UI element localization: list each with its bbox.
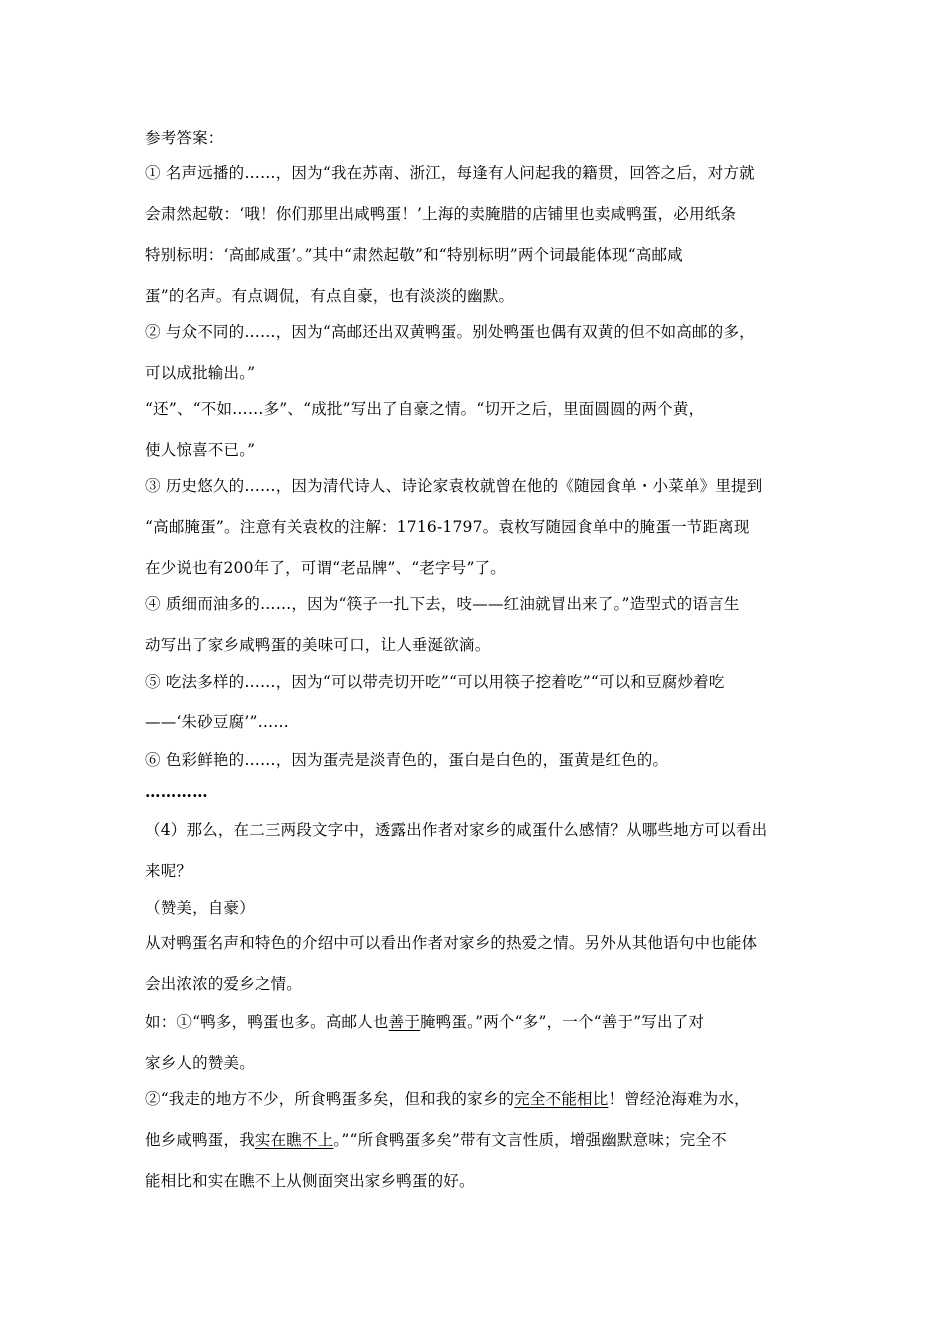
example-2-line-1 (145, 1089, 750, 1109)
answer-3-line-2: “高邮腌蛋”。注意有关袁枚的注解：1716-1797。袁枚写随园食单中的腌蛋一节距离现 (145, 518, 750, 536)
answer-5-line-1: ⑤ 吃法多样的……，因为“可以带壳切开吃”“可以用筷子挖着吃”“可以和豆腐炒着吃 (145, 673, 725, 691)
answer-1-line-1: ① 名声远播的……，因为“我在苏南、浙江，每逢有人问起我的籍贯，回答之后，对方就 (145, 164, 755, 182)
answer-6-line-1: ⑥ 色彩鲜艳的……，因为蛋壳是淡青色的，蛋白是白色的，蛋黄是红色的。 (145, 751, 669, 769)
short-answer: （赞美，自豪） (145, 899, 255, 917)
answer-2-line-3: “还”、“不如……多”、“成批”写出了自豪之情。“切开之后，里面圆圆的两个黄， (145, 400, 705, 418)
example-2-text-mid: ！曾经沧海难为水， (608, 1090, 750, 1108)
example-2-underline-1: 完全不能相比 (514, 1090, 609, 1108)
example-1-text-pre: 如：①“鸭多，鸭蛋也多。高邮人也 (145, 1013, 389, 1031)
example-2-line-2 (145, 1130, 727, 1150)
answer-2-line-4: 使人惊喜不已。” (145, 441, 256, 459)
explanation-line-2: 会出浓浓的爱乡之情。 (145, 975, 303, 993)
example-1-line-1 (145, 1012, 704, 1032)
answer-5-line-2: ——‘朱砂豆腐’”…… (145, 713, 289, 731)
answer-4-line-1: ④ 质细而油多的……，因为“筷子一扎下去，吱——红油就冒出来了。”造型式的语言生 (145, 595, 740, 613)
ellipsis: ………… (145, 782, 208, 801)
example-2-line2-pre: 他乡咸鸭蛋，我 (145, 1131, 255, 1149)
answer-2-line-1: ② 与众不同的……，因为“高邮还出双黄鸭蛋。别处鸭蛋也偶有双黄的但不如高邮的多， (145, 323, 755, 341)
answer-3-line-1: ③ 历史悠久的……，因为清代诗人、诗论家袁枚就曾在他的《随园食单・小菜单》里提到 (145, 477, 763, 495)
explanation-line-1: 从对鸭蛋名声和特色的介绍中可以看出作者对家乡的热爱之情。另外从其他语句中也能体 (145, 934, 758, 952)
example-2-line-3: 能相比和实在瞧不上从侧面突出家乡鸭蛋的好。 (145, 1172, 475, 1190)
example-2-underline-2: 实在瞧不上 (254, 1131, 334, 1149)
example-2-text-pre: ②“我走的地方不少，所食鸭蛋多矣，但和我的家乡的 (145, 1090, 515, 1108)
answer-1-line-3: 特别标明：‘高邮咸蛋’。”其中“肃然起敬”和“特别标明”两个词最能体现“高邮咸 (145, 246, 683, 264)
question-4-line-2: 来呢？ (145, 862, 193, 880)
answer-3-line-3: 在少说也有200年了，可谓“老品牌”、“老字号”了。 (145, 559, 506, 577)
example-1-line-2: 家乡人的赞美。 (145, 1054, 255, 1072)
example-1-underline: 善于 (388, 1013, 421, 1031)
answer-4-line-2: 动写出了家乡咸鸭蛋的美味可口，让人垂涎欲滴。 (145, 636, 491, 654)
answer-1-line-2: 会肃然起敬：‘哦！你们那里出咸鸭蛋！’上海的卖腌腊的店铺里也卖咸鸭蛋，必用纸条 (145, 205, 737, 223)
example-1-text-post: 腌鸭蛋。”两个“多”，一个“善于”写出了对 (420, 1013, 705, 1031)
example-2-line2-post: 。”“所食鸭蛋多矣”带有文言性质，增强幽默意味；完全不 (333, 1131, 727, 1149)
question-4-line-1: （4）那么，在二三两段文字中，透露出作者对家乡的咸蛋什么感情？从哪些地方可以看出 (145, 821, 768, 839)
answer-2-line-2: 可以成批输出。” (145, 364, 256, 382)
answer-heading: 参考答案： (145, 129, 224, 147)
answer-1-line-4: 蛋”的名声。有点调侃，有点自豪，也有淡淡的幽默。 (145, 287, 515, 305)
